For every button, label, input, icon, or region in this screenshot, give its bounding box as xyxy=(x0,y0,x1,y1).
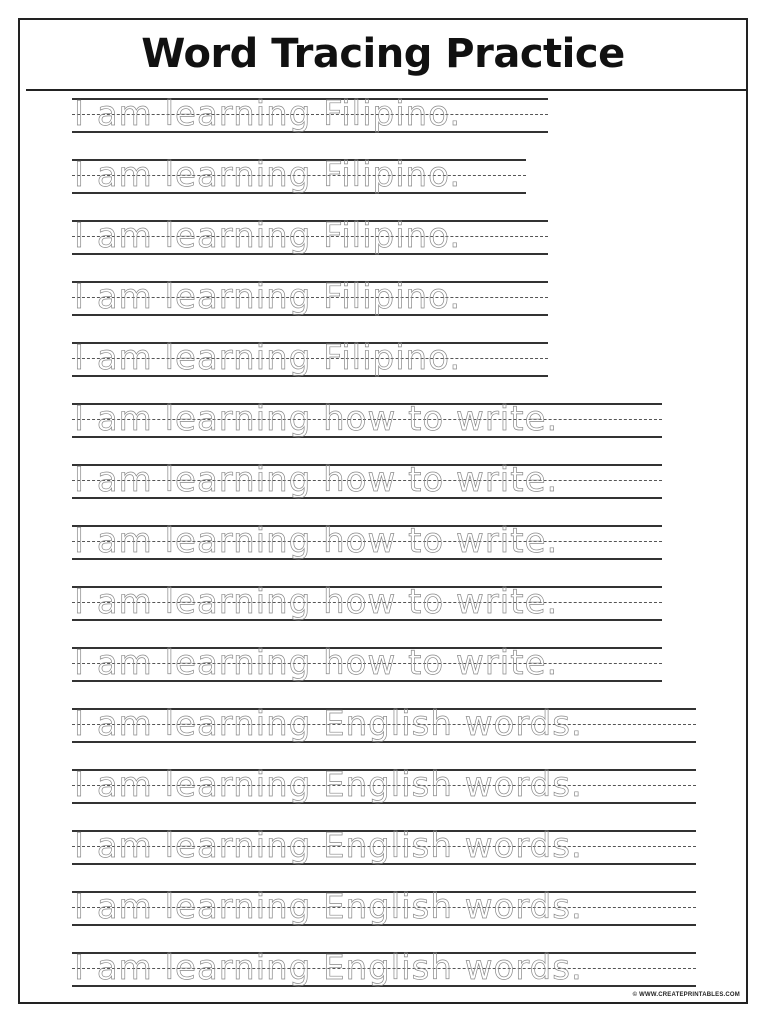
page-title: Word Tracing Practice xyxy=(141,31,625,77)
tracing-sentence: I am learning Filipino. xyxy=(74,216,462,256)
tracing-sentence: I am learning Filipino. xyxy=(74,338,462,378)
tracing-row xyxy=(72,155,526,195)
tracing-sentence: I am learning English words. xyxy=(74,948,583,988)
tracing-sentence: I am learning Filipino. xyxy=(74,277,462,317)
tracing-sentence: I am learning English words. xyxy=(74,887,583,927)
credit-text: © WWW.CREATEPRINTABLES.COM xyxy=(632,992,740,998)
tracing-row xyxy=(72,338,548,378)
tracing-row xyxy=(72,704,696,744)
tracing-row xyxy=(72,582,662,622)
title-divider xyxy=(26,89,746,91)
tracing-row xyxy=(72,826,696,866)
tracing-sentence: I am learning English words. xyxy=(74,704,583,744)
tracing-row xyxy=(72,765,696,805)
tracing-sentence: I am learning English words. xyxy=(74,765,583,805)
tracing-sentence: I am learning how to write. xyxy=(74,399,559,439)
tracing-row xyxy=(72,887,696,927)
tracing-row xyxy=(72,94,548,134)
tracing-row xyxy=(72,216,548,256)
tracing-row xyxy=(72,277,548,317)
tracing-row xyxy=(72,521,662,561)
tracing-row xyxy=(72,460,662,500)
tracing-sentence: I am learning how to write. xyxy=(74,582,559,622)
tracing-row xyxy=(72,948,696,988)
tracing-sentence: I am learning Filipino. xyxy=(74,155,462,195)
tracing-sentence: I am learning English words. xyxy=(74,826,583,866)
tracing-row xyxy=(72,399,662,439)
tracing-row xyxy=(72,643,662,683)
tracing-sentence: I am learning how to write. xyxy=(74,643,559,683)
tracing-sentence: I am learning how to write. xyxy=(74,460,559,500)
worksheet-frame xyxy=(18,18,748,1004)
tracing-sentence: I am learning Filipino. xyxy=(74,94,462,134)
tracing-sentence: I am learning how to write. xyxy=(74,521,559,561)
